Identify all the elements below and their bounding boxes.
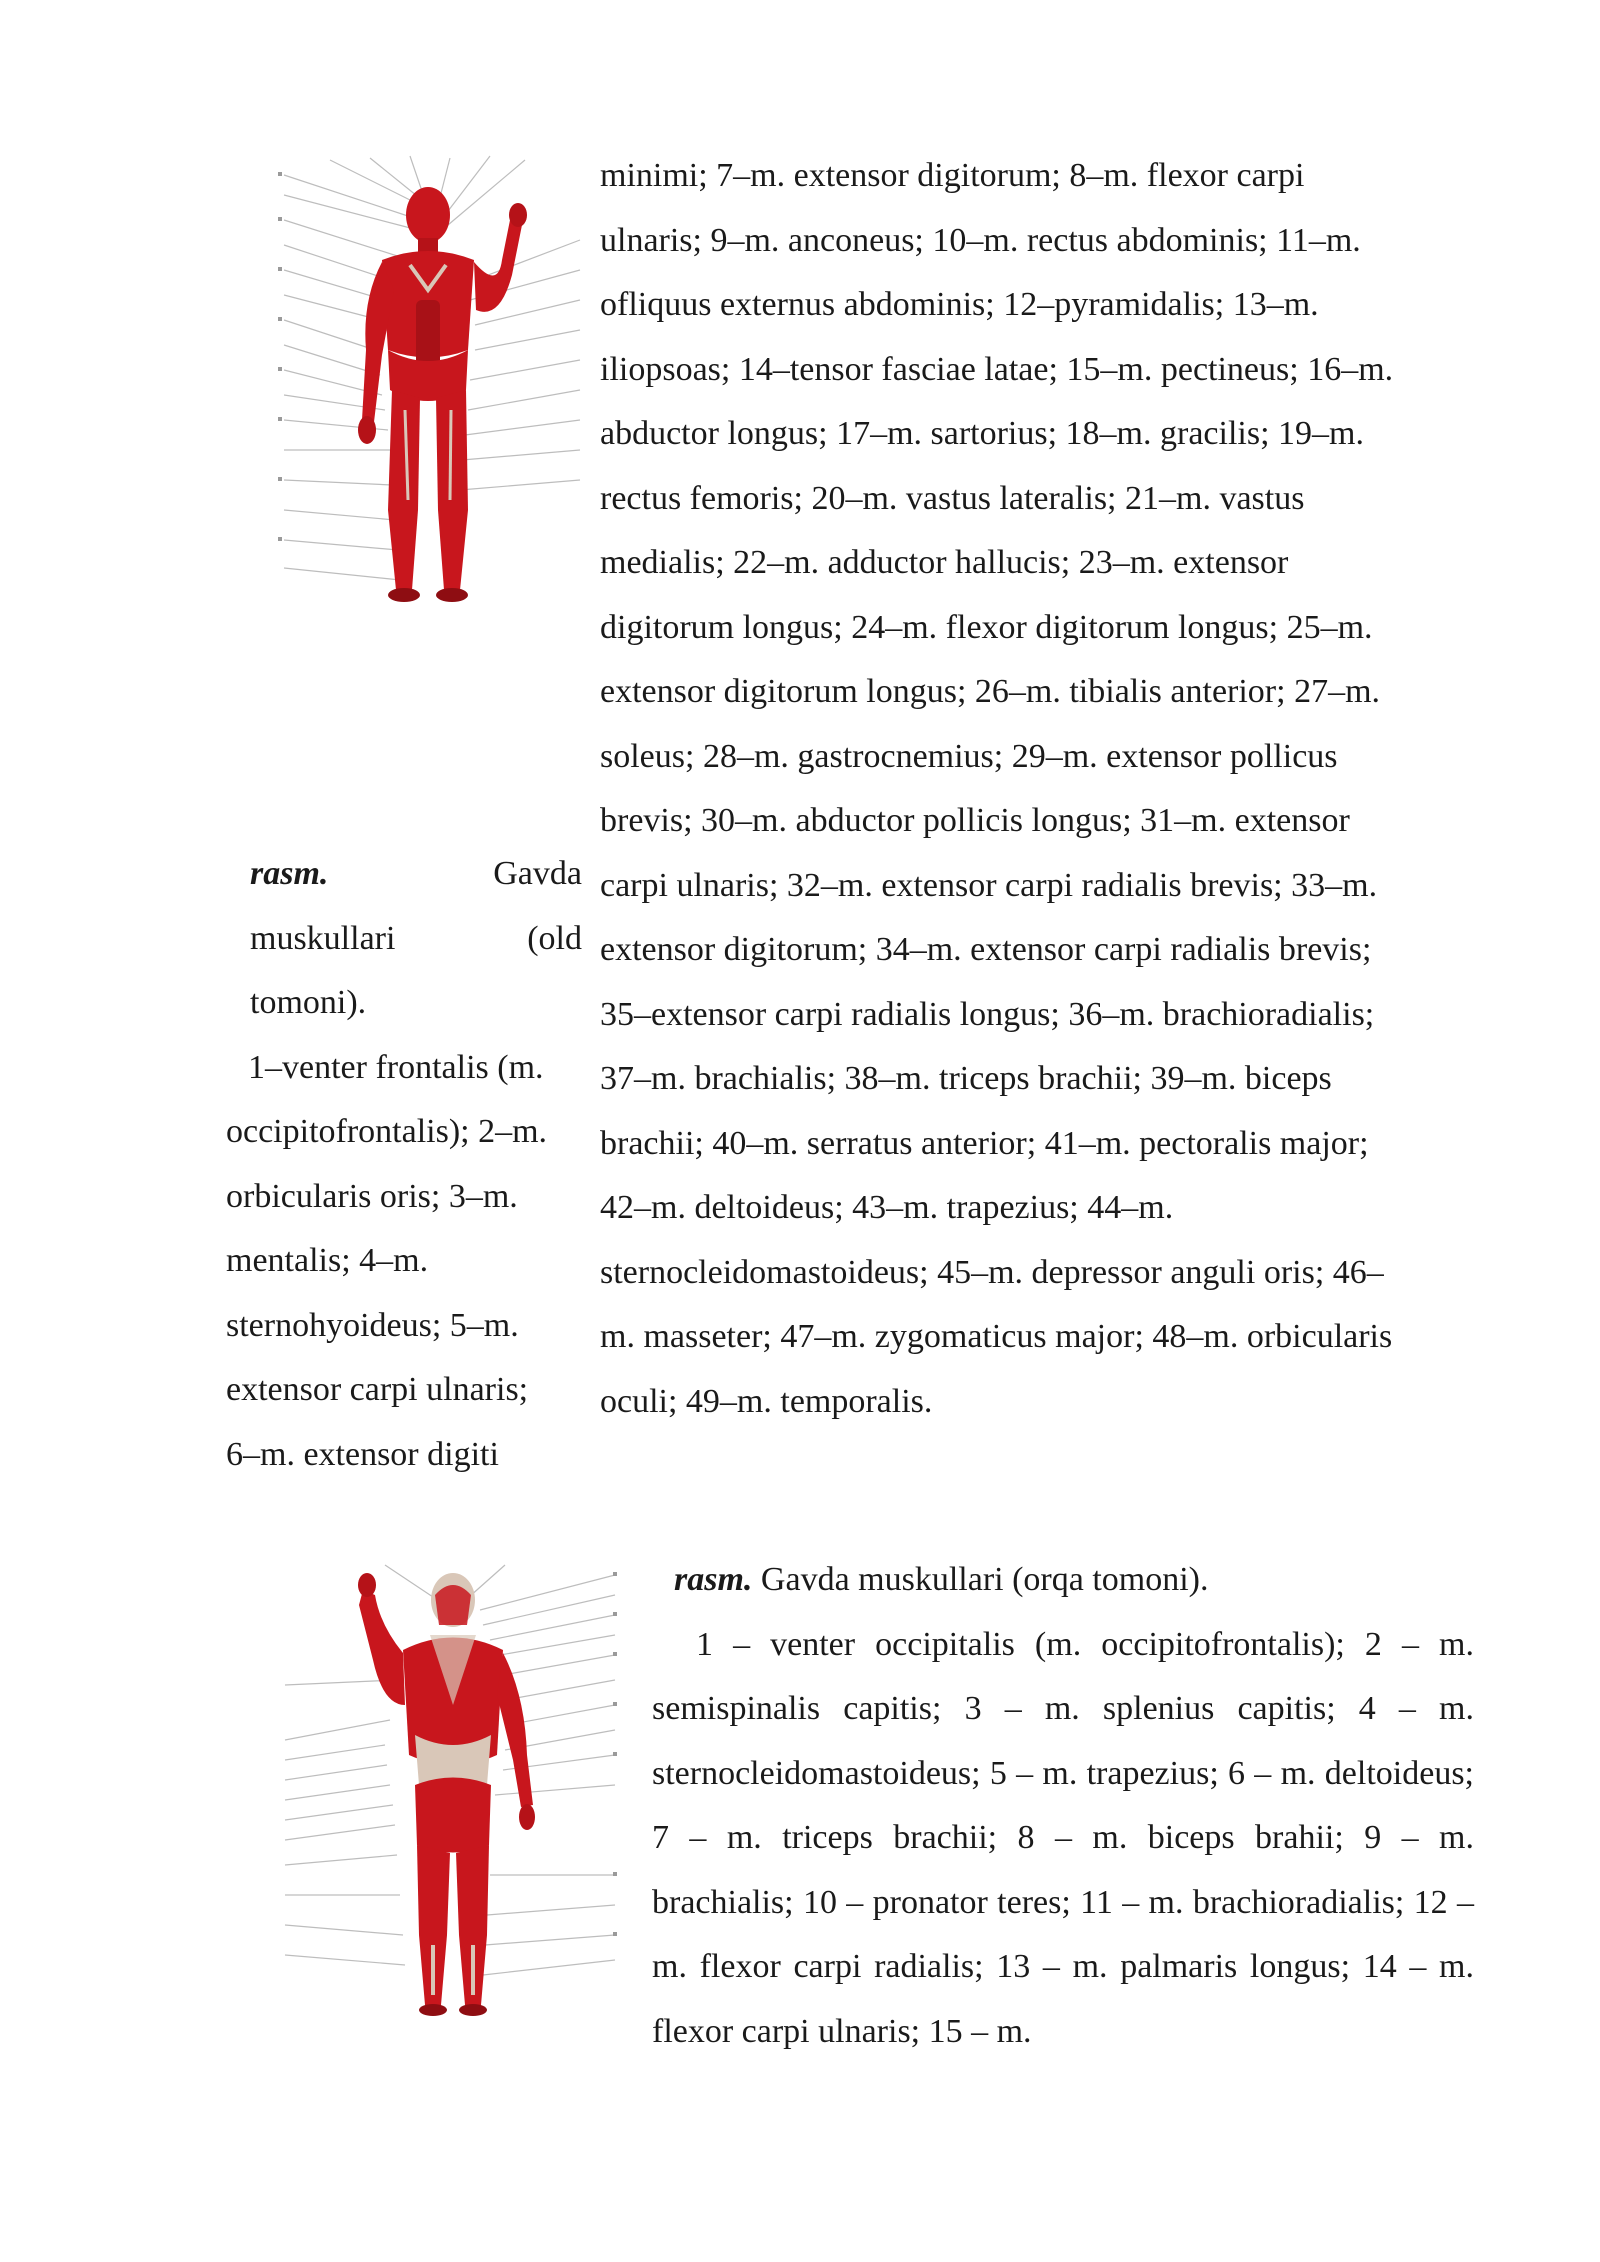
- legend-line: sternocleidomastoideus; 45–m. depressor anguli oris; 46–: [600, 1253, 1384, 1291]
- caption1-line: 1–venter frontalis (m.: [248, 1048, 544, 1086]
- legend-line: extensor digitorum longus; 26–m. tibialis anterior; 27–m.: [600, 673, 1381, 710]
- legend-line: 37–m. brachialis; 38–m. triceps brachii; 39–m. biceps: [600, 1060, 1332, 1097]
- legend-line: rectus femoris; 20–m. vastus lateralis; 21–m. vastus: [600, 479, 1305, 517]
- figure-posterior-muscles: [275, 1555, 625, 2035]
- figure-anterior-muscles: [270, 150, 590, 640]
- legend-line: ofliquus externus abdominis; 12–pyramidalis; 13–m.: [600, 286, 1319, 323]
- caption1-line: occipitofrontalis); 2–m.: [226, 1113, 548, 1150]
- human-figure-front: [358, 187, 527, 602]
- legend-line: carpi ulnaris; 32–m. extensor carpi radialis brevis; 33–m.: [600, 866, 1378, 904]
- leader-lines-left: [285, 1680, 405, 1965]
- figure2-legend-body: 1 – venter occipitalis (m. occipitofrontalis); 2 – m. semispinalis capitis; 3 – m. splenius capitis; 4 – m. sternocleidomastoideus; 5 – m. trapezius; 6 – m. deltoideus; 7 – m. triceps brachii; 8 – m. biceps brahii; 9 – m. brachialis; 10 – pronator teres; 11 – m. brachioradialis; 12 – m. flexor carpi radialis; 13 – m. palmaris longus; 14 – m. flexor carpi ulnaris; 15 – m.: [652, 1625, 1474, 2050]
- figure1-title-word: tomoni).: [250, 984, 367, 1021]
- legend-line: soleus; 28–m. gastrocnemius; 29–m. extensor pollicus: [600, 737, 1338, 775]
- caption1-line: mentalis; 4–m.: [226, 1242, 429, 1279]
- figure1-legend-text: [600, 144, 1480, 1434]
- figure2-title: Gavda muskullari (orqa tomoni).: [760, 1561, 1209, 1598]
- figure1-title-word: (old: [527, 919, 582, 957]
- figure1-label: rasm.: [250, 855, 329, 892]
- legend-line: 42–m. deltoideus; 43–m. trapezius; 44–m.: [600, 1189, 1174, 1226]
- ticks-right: [613, 1572, 617, 1936]
- figure1-title-word: muskullari: [250, 919, 396, 957]
- ticks-left: [278, 172, 282, 541]
- caption1-line: sternohyoideus; 5–m.: [226, 1306, 519, 1344]
- figure1-caption: [226, 842, 582, 1487]
- caption1-line: extensor carpi ulnaris;: [226, 1371, 529, 1408]
- figure1-title-word: Gavda: [493, 855, 582, 892]
- legend-line: minimi; 7–m. extensor digitorum; 8–m. flexor carpi: [600, 157, 1305, 194]
- legend-line: 35–extensor carpi radialis longus; 36–m. brachioradialis;: [600, 995, 1375, 1033]
- legend-line: ulnaris; 9–m. anconeus; 10–m. rectus abdominis; 11–m.: [600, 221, 1361, 259]
- legend-line: medialis; 22–m. adductor hallucis; 23–m. extensor: [600, 544, 1289, 581]
- legend-line: oculi; 49–m. temporalis.: [600, 1382, 933, 1420]
- legend-line: iliopsoas; 14–tensor fasciae latae; 15–m. pectineus; 16–m.: [600, 350, 1394, 388]
- legend-line: m. masseter; 47–m. zygomaticus major; 48–m. orbicularis: [600, 1318, 1393, 1355]
- figure2-text: [652, 1548, 1474, 2064]
- legend-line: brachii; 40–m. serratus anterior; 41–m. pectoralis major;: [600, 1124, 1369, 1162]
- human-figure-back: [358, 1573, 535, 2016]
- legend-line: digitorum longus; 24–m. flexor digitorum longus; 25–m.: [600, 608, 1373, 646]
- legend-line: brevis; 30–m. abductor pollicis longus; 31–m. extensor: [600, 802, 1350, 839]
- caption1-line: 6–m. extensor digiti: [226, 1435, 499, 1473]
- legend-line: abductor longus; 17–m. sartorius; 18–m. gracilis; 19–m.: [600, 415, 1364, 452]
- figure2-label: rasm.: [674, 1561, 753, 1598]
- legend-line: extensor digitorum; 34–m. extensor carpi radialis brevis;: [600, 931, 1372, 968]
- figure2-caption: [652, 1548, 1474, 1613]
- caption1-line: orbicularis oris; 3–m.: [226, 1177, 518, 1215]
